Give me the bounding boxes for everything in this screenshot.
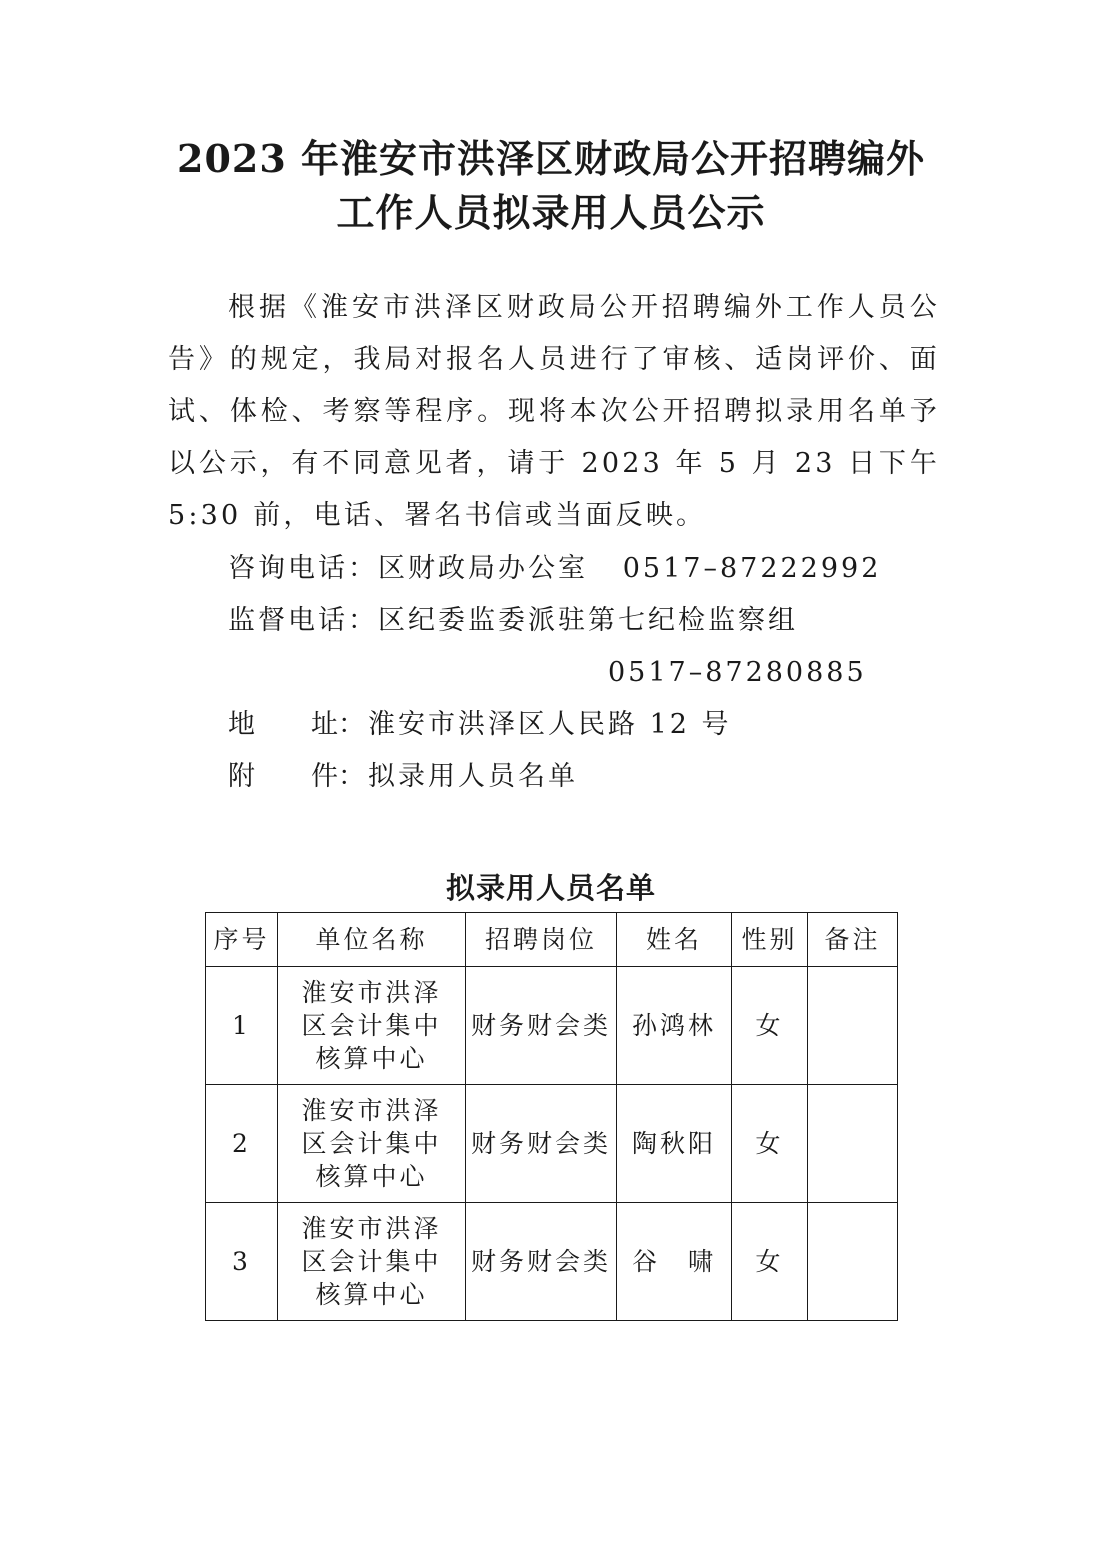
- header-no: 序号: [206, 913, 278, 967]
- cell-position: 财务财会类: [466, 1085, 617, 1203]
- cell-name: 孙鸿林: [617, 967, 732, 1085]
- cell-unit: [278, 967, 466, 1085]
- table-header-row: [206, 913, 898, 967]
- address-line: [228, 699, 732, 751]
- consult-phone-label: 咨询电话：: [228, 553, 378, 584]
- cell-no: 2: [206, 1085, 278, 1203]
- header-note: 备注: [808, 913, 898, 967]
- cell-name: 谷 啸: [617, 1203, 732, 1321]
- address-value: 淮安市洪泽区人民路 12 号: [368, 709, 732, 740]
- document-title-line-2: 工作人员拟录用人员公示: [336, 190, 766, 235]
- attachment-line: [228, 751, 578, 803]
- cell-note: [808, 1203, 898, 1321]
- document-title-line-1: 2023 年淮安市洪泽区财政局公开招聘编外: [177, 136, 925, 181]
- table-title: 拟录用人员名单: [445, 871, 656, 905]
- address-label: [228, 699, 368, 751]
- cell-unit-text: 淮安市洪泽区会计集中核算中心: [301, 1214, 442, 1309]
- cell-gender: 女: [732, 967, 808, 1085]
- cell-unit: [278, 1085, 466, 1203]
- hiring-list-table: [205, 912, 898, 1321]
- attachment-value: 拟录用人员名单: [368, 761, 578, 792]
- cell-note: [808, 1085, 898, 1203]
- supervise-phone-line: [228, 595, 798, 647]
- header-name: 姓名: [617, 913, 732, 967]
- consult-phone-value: 区财政局办公室 0517–87222992: [378, 553, 882, 584]
- attachment-label-a: 附: [228, 761, 255, 792]
- address-label-b: 址：: [311, 709, 365, 740]
- header-gender: 性别: [732, 913, 808, 967]
- cell-no: 1: [206, 967, 278, 1085]
- supervise-phone-label: 监督电话：: [228, 605, 378, 636]
- table-row: [206, 1085, 898, 1203]
- header-position: 招聘岗位: [466, 913, 617, 967]
- table-row: [206, 967, 898, 1085]
- notice-paragraph: 根据《淮安市洪泽区财政局公开招聘编外工作人员公告》的规定，我局对报名人员进行了审核、适岗评价、面试、体检、考察等程序。现将本次公开招聘拟录用名单予以公示，有不同意见者，请于 2023 年 5 月 23 日下午 5:30 前，电话、署名书信或当面反映。: [168, 292, 940, 531]
- attachment-label-b: 件：: [311, 761, 365, 792]
- cell-gender: 女: [732, 1085, 808, 1203]
- cell-position: 财务财会类: [466, 967, 617, 1085]
- cell-unit-text: 淮安市洪泽区会计集中核算中心: [301, 978, 442, 1073]
- cell-unit-text: 淮安市洪泽区会计集中核算中心: [301, 1096, 442, 1191]
- cell-no: 3: [206, 1203, 278, 1321]
- consult-phone-line: [228, 543, 881, 595]
- cell-note: [808, 967, 898, 1085]
- address-label-a: 地: [228, 709, 255, 740]
- supervise-phone-number: 0517–87280885: [608, 657, 867, 688]
- attachment-label: [228, 751, 368, 803]
- supervise-phone-value: 区纪委监委派驻第七纪检监察组: [378, 605, 798, 636]
- table-row: [206, 1203, 898, 1321]
- cell-position: 财务财会类: [466, 1203, 617, 1321]
- cell-unit: [278, 1203, 466, 1321]
- cell-name: 陶秋阳: [617, 1085, 732, 1203]
- cell-gender: 女: [732, 1203, 808, 1321]
- header-unit: 单位名称: [278, 913, 466, 967]
